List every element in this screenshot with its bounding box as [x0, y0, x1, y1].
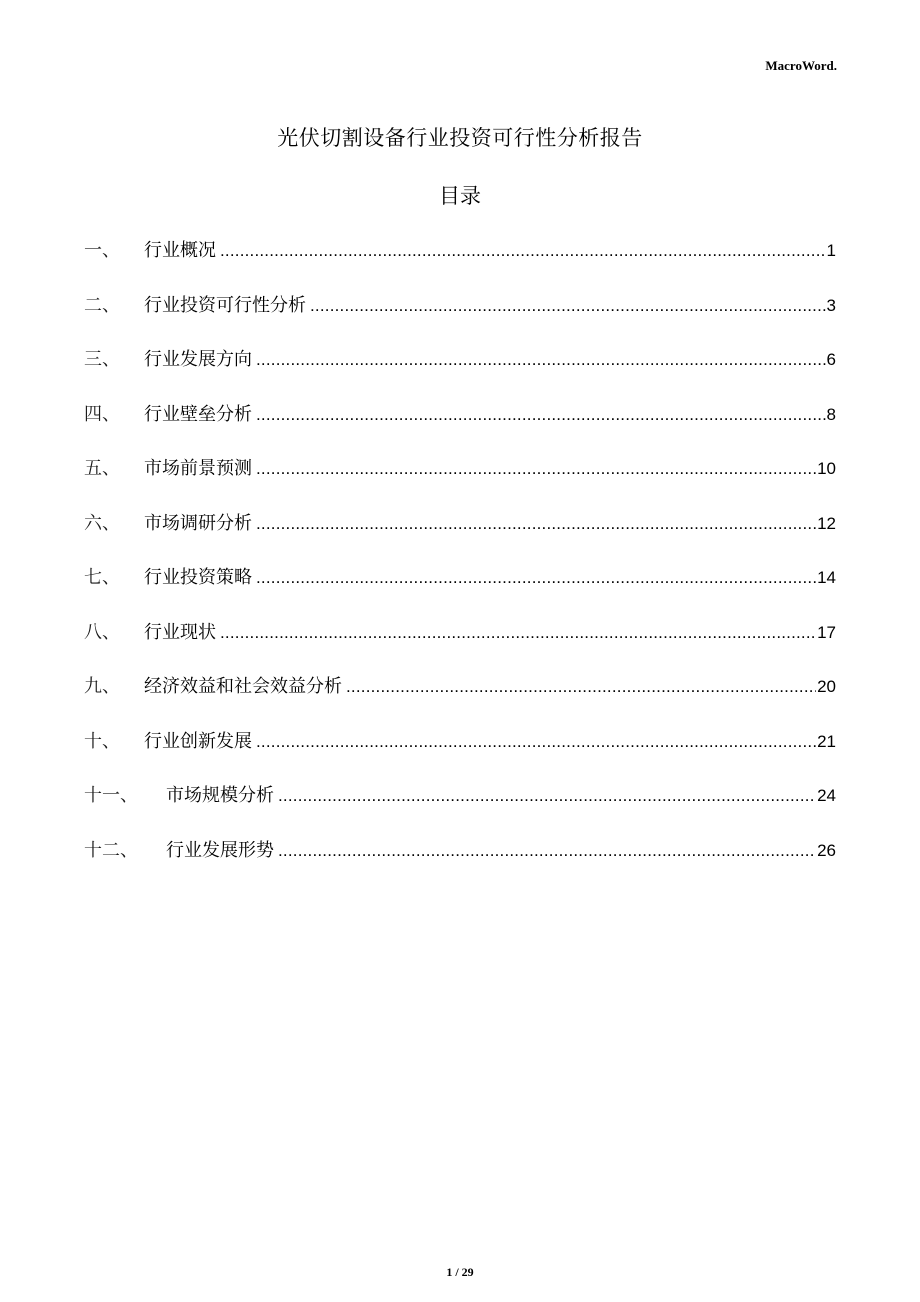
toc-entry-label[interactable]: 行业发展形势 — [166, 839, 274, 861]
toc-entry-page[interactable]: 10 — [817, 459, 836, 478]
toc-entry-number: 十二、 — [84, 839, 138, 861]
document-title: 光伏切割设备行业投资可行性分析报告 — [277, 126, 643, 150]
toc-entry[interactable] — [84, 672, 836, 727]
toc-entry[interactable] — [84, 509, 836, 564]
toc-entry-number: 十一、 — [84, 785, 138, 806]
toc-dot-leader — [256, 563, 816, 593]
toc-entry-page[interactable]: 1 — [826, 241, 836, 260]
toc-entry-number: 十、 — [84, 730, 120, 752]
toc-entry[interactable] — [84, 236, 836, 291]
toc-entry-number: 七、 — [84, 567, 120, 588]
toc-entry-label[interactable]: 行业投资可行性分析 — [144, 294, 306, 316]
toc-entry-label[interactable]: 行业壁垒分析 — [144, 403, 252, 425]
toc-entry-page[interactable]: 8 — [826, 404, 836, 424]
toc-entry-label[interactable]: 市场规模分析 — [166, 785, 274, 806]
toc-entry-label[interactable]: 行业发展方向 — [144, 349, 252, 370]
toc-entry-number: 六、 — [84, 512, 120, 534]
toc-entry-page[interactable]: 20 — [817, 677, 836, 696]
toc-entry[interactable] — [84, 291, 836, 346]
toc-entry[interactable] — [84, 563, 836, 618]
toc-heading: 目录 — [439, 184, 481, 208]
table-of-contents — [84, 236, 836, 890]
toc-dot-leader — [346, 672, 816, 702]
toc-dot-leader — [256, 454, 816, 484]
toc-dot-leader — [220, 618, 816, 648]
toc-entry[interactable] — [84, 454, 836, 509]
toc-entry-number: 三、 — [84, 349, 120, 370]
toc-entry-number: 五、 — [84, 458, 120, 479]
toc-entry-label[interactable]: 市场前景预测 — [144, 458, 252, 479]
toc-entry-number: 八、 — [84, 621, 120, 643]
toc-dot-leader — [220, 236, 826, 266]
toc-dot-leader — [310, 291, 826, 321]
toc-entry-label[interactable]: 行业创新发展 — [144, 730, 252, 752]
toc-dot-leader — [256, 400, 826, 430]
toc-dot-leader — [278, 781, 816, 811]
toc-entry-number: 二、 — [84, 294, 120, 316]
toc-entry-page[interactable]: 12 — [817, 513, 836, 533]
toc-entry-page[interactable]: 21 — [817, 731, 836, 751]
toc-entry[interactable] — [84, 727, 836, 782]
toc-entry-number: 一、 — [84, 240, 120, 261]
toc-entry[interactable] — [84, 400, 836, 455]
toc-dot-leader — [256, 727, 816, 757]
toc-entry-label[interactable]: 行业概况 — [144, 240, 216, 261]
header-brand: MacroWord. — [765, 58, 837, 73]
toc-entry[interactable] — [84, 781, 836, 836]
toc-dot-leader — [256, 345, 826, 375]
toc-entry[interactable] — [84, 345, 836, 400]
toc-entry-page[interactable]: 6 — [826, 350, 836, 369]
toc-entry-page[interactable]: 3 — [826, 295, 836, 315]
toc-entry-label[interactable]: 经济效益和社会效益分析 — [144, 676, 342, 697]
toc-entry-number: 九、 — [84, 676, 120, 697]
toc-dot-leader — [256, 509, 816, 539]
toc-entry-label[interactable]: 市场调研分析 — [144, 512, 252, 534]
toc-entry[interactable] — [84, 836, 836, 891]
toc-entry-label[interactable]: 行业现状 — [144, 621, 216, 643]
page-indicator: 1 / 29 — [446, 1265, 474, 1279]
toc-entry-number: 四、 — [84, 403, 120, 425]
toc-entry-label[interactable]: 行业投资策略 — [144, 567, 252, 588]
toc-entry-page[interactable]: 14 — [817, 568, 836, 587]
toc-dot-leader — [278, 836, 816, 866]
toc-entry-page[interactable]: 26 — [817, 840, 836, 860]
toc-entry-page[interactable]: 17 — [817, 622, 836, 642]
toc-entry[interactable] — [84, 618, 836, 673]
toc-entry-page[interactable]: 24 — [817, 786, 836, 805]
